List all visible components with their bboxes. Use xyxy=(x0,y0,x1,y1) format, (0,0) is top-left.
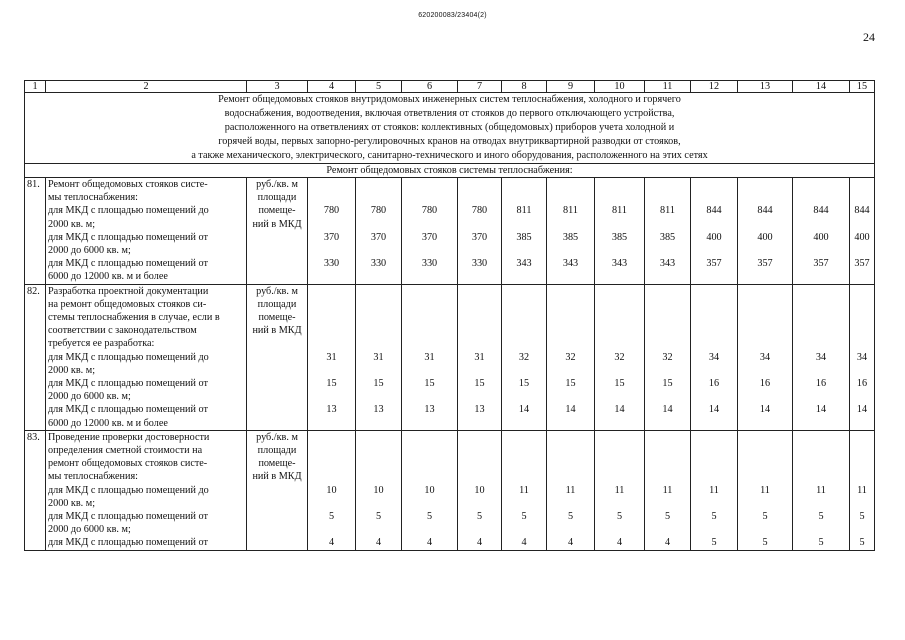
description-line: 2000 кв. м; xyxy=(48,364,96,376)
value: 31 xyxy=(326,351,337,363)
value: 11 xyxy=(614,484,625,496)
description-line: ремонт общедомовых стояков систе- xyxy=(48,458,208,470)
unit-line: площади xyxy=(257,192,297,204)
value: 357 xyxy=(854,258,870,270)
value: 10 xyxy=(424,484,435,496)
table-row xyxy=(25,430,875,550)
value-cell xyxy=(645,284,691,430)
description-line: требуется ее разработка: xyxy=(48,338,155,350)
value: 14 xyxy=(614,404,625,416)
value: 31 xyxy=(424,351,435,363)
value: 11 xyxy=(857,484,867,496)
table-row xyxy=(25,284,875,430)
column-number: 14 xyxy=(793,81,850,93)
description-line: для МКД с площадью помещений до xyxy=(48,205,209,217)
value: 16 xyxy=(708,377,720,389)
value: 4 xyxy=(426,537,433,549)
value: 15 xyxy=(326,377,337,389)
value: 385 xyxy=(562,231,579,243)
value-cell xyxy=(595,284,645,430)
value: 5 xyxy=(711,510,717,522)
value: 844 xyxy=(854,205,870,217)
column-number: 3 xyxy=(247,81,308,93)
value: 400 xyxy=(706,231,722,243)
unit-line: площади xyxy=(257,445,297,457)
description-line: для МКД с площадью помещений от xyxy=(48,231,208,243)
value: 11 xyxy=(565,484,576,496)
value-cell xyxy=(502,430,547,550)
value: 5 xyxy=(859,537,865,549)
value: 343 xyxy=(659,258,676,270)
section-title xyxy=(25,93,875,164)
value: 343 xyxy=(562,258,579,270)
value: 811 xyxy=(516,205,532,217)
value: 370 xyxy=(323,231,340,243)
value: 780 xyxy=(421,205,438,217)
value: 330 xyxy=(323,258,340,270)
description-line: для МКД с площадью помещений от xyxy=(48,537,208,549)
row-number: 82. xyxy=(25,284,46,430)
unit-of-measure xyxy=(247,430,308,550)
value-cell xyxy=(547,284,595,430)
value-cell xyxy=(738,284,793,430)
value: 13 xyxy=(326,404,337,416)
value: 780 xyxy=(471,205,488,217)
value-cell xyxy=(356,284,402,430)
column-number: 12 xyxy=(691,81,738,93)
value: 5 xyxy=(426,510,433,522)
value: 780 xyxy=(323,205,340,217)
column-number: 7 xyxy=(458,81,502,93)
description-line: для МКД с площадью помещений от xyxy=(48,511,208,523)
value: 32 xyxy=(614,351,625,363)
value: 14 xyxy=(565,404,576,416)
subsection-title: Ремонт общедомовых стояков системы теплоснабжения: xyxy=(25,164,875,178)
value: 811 xyxy=(660,205,675,217)
row-number: 81. xyxy=(25,178,46,285)
description-line: для МКД с площадью помещений от xyxy=(48,404,208,416)
value: 15 xyxy=(474,377,485,389)
unit-of-measure xyxy=(247,178,308,285)
value-cell xyxy=(308,284,356,430)
value-cell xyxy=(356,178,402,285)
value-cell xyxy=(645,430,691,550)
value-cell xyxy=(645,178,691,285)
description-line: определения сметной стоимости на xyxy=(48,445,203,457)
value-cell xyxy=(547,430,595,550)
section-title-line: а также механического, электрического, санитарно-технического и иного оборудования, расположенного на этих сетях xyxy=(191,150,708,161)
value: 14 xyxy=(662,404,673,416)
description-line: 6000 до 12000 кв. м и более xyxy=(48,417,168,429)
unit-of-measure xyxy=(247,284,308,430)
value: 15 xyxy=(518,377,530,389)
value: 4 xyxy=(616,537,623,549)
value: 34 xyxy=(815,351,827,363)
value: 5 xyxy=(818,510,824,522)
value-cell xyxy=(402,178,458,285)
value: 400 xyxy=(854,231,870,243)
value-cell xyxy=(402,284,458,430)
value-cell xyxy=(691,430,738,550)
value-cell xyxy=(458,284,502,430)
value: 31 xyxy=(474,351,485,363)
value: 14 xyxy=(708,404,720,416)
value: 11 xyxy=(709,484,719,496)
column-number: 13 xyxy=(738,81,793,93)
value-cell xyxy=(458,430,502,550)
value-cell xyxy=(691,284,738,430)
value-cell xyxy=(502,178,547,285)
value: 16 xyxy=(759,377,771,389)
section-title-line: Ремонт общедомовых стояков внутридомовых инженерных систем теплоснабжения, холодного и горячего xyxy=(218,94,681,105)
value-cell xyxy=(595,430,645,550)
value: 844 xyxy=(757,205,773,217)
description-line: стемы теплоснабжения в случае, если в xyxy=(48,312,220,324)
column-number: 2 xyxy=(46,81,247,93)
value: 14 xyxy=(518,404,530,416)
section-title-line: водоснабжения, водоотведения, включая ответвления от стояков до первого отключающего устройства, xyxy=(224,108,675,119)
unit-line: ний в МКД xyxy=(252,218,302,230)
value: 5 xyxy=(616,510,623,522)
value: 385 xyxy=(611,231,628,243)
value: 10 xyxy=(326,484,337,496)
value-cell xyxy=(793,284,850,430)
description-line: для МКД с площадью помещений от xyxy=(48,378,208,390)
unit-line: ний в МКД xyxy=(252,471,302,483)
column-number: 11 xyxy=(645,81,691,93)
value: 11 xyxy=(760,484,770,496)
column-number: 9 xyxy=(547,81,595,93)
value-cell xyxy=(356,430,402,550)
value-cell xyxy=(458,178,502,285)
value: 11 xyxy=(519,484,529,496)
description-line: мы теплоснабжения: xyxy=(48,192,138,204)
value: 13 xyxy=(373,404,384,416)
column-number: 10 xyxy=(595,81,645,93)
section-title-line: расположенного на ответвлениях от стояков: коллективных (общедомовых) приборов учета холодной и xyxy=(224,122,675,133)
value: 13 xyxy=(424,404,435,416)
row-number: 83. xyxy=(25,430,46,550)
description-line: Ремонт общедомовых стояков систе- xyxy=(48,179,208,190)
value-cell xyxy=(308,430,356,550)
value-cell xyxy=(547,178,595,285)
unit-line: помеще- xyxy=(258,312,296,324)
value: 32 xyxy=(662,351,673,363)
value: 330 xyxy=(370,258,387,270)
value: 15 xyxy=(373,377,384,389)
tariff-table xyxy=(24,80,875,551)
unit-line: площади xyxy=(257,298,297,310)
value-cell xyxy=(850,178,875,285)
value: 4 xyxy=(375,537,382,549)
description-line: 2000 до 6000 кв. м; xyxy=(48,524,131,536)
column-number: 8 xyxy=(502,81,547,93)
item-description xyxy=(46,284,247,430)
description-line: для МКД с площадью помещений от xyxy=(48,258,208,270)
page-number: 24 xyxy=(863,30,875,44)
value: 10 xyxy=(373,484,384,496)
value-cell xyxy=(793,178,850,285)
description-line: 2000 до 6000 кв. м; xyxy=(48,391,131,403)
value: 34 xyxy=(708,351,720,363)
value: 5 xyxy=(664,510,671,522)
unit-line: помеще- xyxy=(258,205,296,217)
unit-line: ний в МКД xyxy=(252,325,302,337)
value: 34 xyxy=(856,351,868,363)
value: 5 xyxy=(328,510,335,522)
value: 5 xyxy=(567,510,574,522)
value: 4 xyxy=(476,537,483,549)
table-row xyxy=(25,178,875,285)
description-line: Проведение проверки достоверности xyxy=(48,431,210,443)
value: 14 xyxy=(759,404,771,416)
column-number: 4 xyxy=(308,81,356,93)
description-line: Разработка проектной документации xyxy=(48,285,209,297)
value: 32 xyxy=(565,351,576,363)
unit-line: руб./кв. м xyxy=(256,431,298,443)
value: 31 xyxy=(373,351,384,363)
value: 811 xyxy=(612,205,627,217)
description-line: для МКД с площадью помещений до xyxy=(48,484,209,496)
unit-line: руб./кв. м xyxy=(256,285,298,297)
value: 370 xyxy=(421,231,438,243)
value-cell xyxy=(502,284,547,430)
description-line: 6000 до 12000 кв. м и более xyxy=(48,271,168,283)
value: 357 xyxy=(706,258,722,270)
value: 357 xyxy=(813,258,829,270)
value: 400 xyxy=(757,231,773,243)
value: 385 xyxy=(516,231,532,243)
value: 4 xyxy=(664,537,671,549)
value: 330 xyxy=(471,258,488,270)
value: 844 xyxy=(706,205,722,217)
value: 5 xyxy=(762,510,768,522)
value: 330 xyxy=(421,258,438,270)
value-cell xyxy=(691,178,738,285)
column-number: 6 xyxy=(402,81,458,93)
value: 370 xyxy=(370,231,387,243)
value-cell xyxy=(738,178,793,285)
value: 5 xyxy=(476,510,483,522)
value: 370 xyxy=(471,231,488,243)
description-line: мы теплоснабжения: xyxy=(48,471,138,483)
value-cell xyxy=(402,430,458,550)
item-description xyxy=(46,430,247,550)
value: 15 xyxy=(424,377,435,389)
value: 11 xyxy=(662,484,673,496)
value: 5 xyxy=(711,537,717,549)
description-line: соответствии с законодательством xyxy=(48,325,197,337)
unit-line: руб./кв. м xyxy=(256,179,298,190)
description-line: для МКД с площадью помещений до xyxy=(48,351,209,363)
value: 15 xyxy=(565,377,576,389)
value: 16 xyxy=(815,377,827,389)
value-cell xyxy=(738,430,793,550)
value: 15 xyxy=(662,377,673,389)
value: 32 xyxy=(518,351,530,363)
item-description xyxy=(46,178,247,285)
value: 780 xyxy=(370,205,387,217)
value: 5 xyxy=(859,510,865,522)
unit-line: помеще- xyxy=(258,458,296,470)
value: 844 xyxy=(813,205,829,217)
value-cell xyxy=(850,284,875,430)
value: 4 xyxy=(567,537,574,549)
document-id: 620200083/23404(2) xyxy=(418,12,487,19)
value: 343 xyxy=(611,258,628,270)
value: 357 xyxy=(757,258,773,270)
section-title-line: горячей воды, первых запорно-регулировочных кранов на отводах внутриквартирной разводки от стояков, xyxy=(218,136,681,147)
description-line: 2000 до 6000 кв. м; xyxy=(48,245,131,257)
description-line: на ремонт общедомовых стояков си- xyxy=(48,298,207,310)
value: 13 xyxy=(474,404,485,416)
column-number-row xyxy=(25,81,875,93)
description-line: 2000 кв. м; xyxy=(48,497,96,509)
value: 14 xyxy=(856,404,868,416)
value: 4 xyxy=(521,537,527,549)
description-line: 2000 кв. м; xyxy=(48,218,96,230)
value: 4 xyxy=(328,537,335,549)
value: 5 xyxy=(521,510,527,522)
value: 5 xyxy=(375,510,382,522)
value: 11 xyxy=(816,484,826,496)
value: 385 xyxy=(659,231,676,243)
value: 10 xyxy=(474,484,485,496)
value-cell xyxy=(793,430,850,550)
value: 343 xyxy=(516,258,532,270)
value: 5 xyxy=(818,537,824,549)
value-cell xyxy=(850,430,875,550)
column-number: 15 xyxy=(850,81,875,93)
value-cell xyxy=(308,178,356,285)
column-number: 5 xyxy=(356,81,402,93)
value-cell xyxy=(595,178,645,285)
value: 14 xyxy=(815,404,827,416)
value: 400 xyxy=(813,231,829,243)
column-number: 1 xyxy=(25,81,46,93)
value: 34 xyxy=(759,351,771,363)
value: 811 xyxy=(563,205,578,217)
value: 16 xyxy=(856,377,868,389)
value: 5 xyxy=(762,537,768,549)
value: 15 xyxy=(614,377,625,389)
